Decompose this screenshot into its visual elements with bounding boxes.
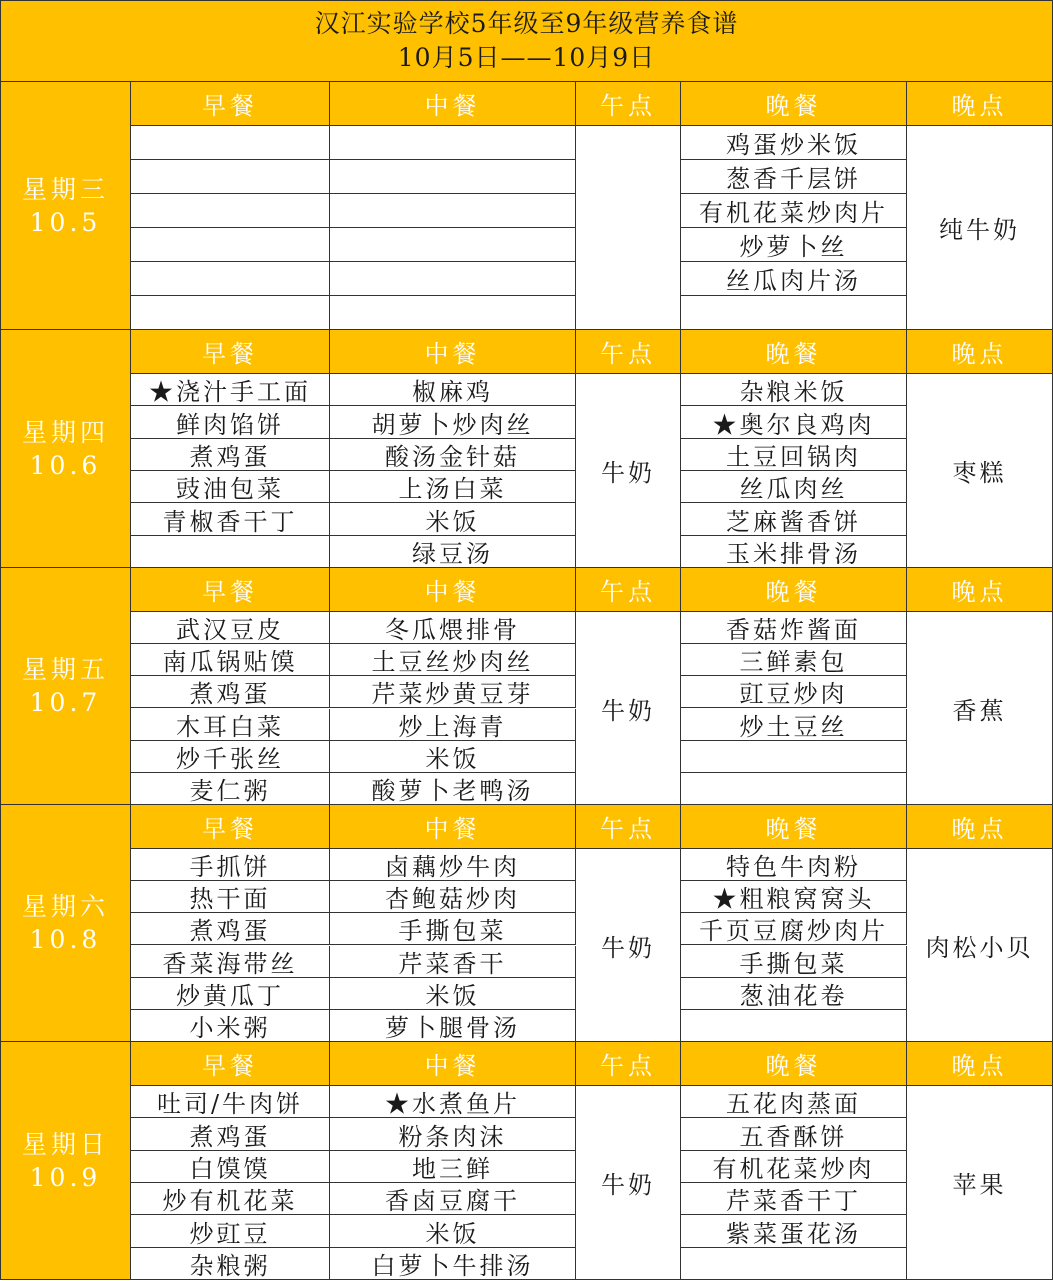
breakfast-item: 豉油包菜 xyxy=(131,471,330,503)
breakfast-item: 青椒香干丁 xyxy=(131,503,330,535)
header-snack: 午点 xyxy=(576,805,681,849)
header-snack: 午点 xyxy=(576,82,681,126)
lunch-item: 香卤豆腐干 xyxy=(330,1183,576,1215)
header-night-snack: 晚点 xyxy=(907,82,1053,126)
header-night-snack: 晚点 xyxy=(907,805,1053,849)
night-snack-cell: 肉松小贝 xyxy=(907,849,1053,1042)
lunch-item: 地三鲜 xyxy=(330,1151,576,1183)
lunch-item: 手撕包菜 xyxy=(330,913,576,945)
title-cell xyxy=(0,0,1053,82)
breakfast-item: 煮鸡蛋 xyxy=(131,913,330,945)
lunch-item: 米饭 xyxy=(330,741,576,773)
date-label: 10.5 xyxy=(29,207,102,237)
breakfast-item: 手抓饼 xyxy=(131,849,330,881)
header-breakfast: 早餐 xyxy=(131,82,330,126)
date-label: 10.8 xyxy=(29,925,102,954)
header-lunch: 中餐 xyxy=(330,82,576,126)
breakfast-item: 南瓜锅贴馍 xyxy=(131,644,330,676)
breakfast-item: 吐司/牛肉饼 xyxy=(131,1086,330,1118)
lunch-item: 冬瓜煨排骨 xyxy=(330,612,576,644)
header-snack: 午点 xyxy=(576,568,681,612)
lunch-item: 上汤白菜 xyxy=(330,471,576,503)
breakfast-item xyxy=(131,262,330,296)
dinner-item: 有机花菜炒肉片 xyxy=(681,194,907,228)
lunch-item: 粉条肉沫 xyxy=(330,1118,576,1150)
day-label xyxy=(0,82,131,330)
header-breakfast: 早餐 xyxy=(131,1042,330,1086)
header-lunch: 中餐 xyxy=(330,805,576,849)
breakfast-item: 杂粮粥 xyxy=(131,1248,330,1280)
lunch-item: 酸萝卜老鸭汤 xyxy=(330,773,576,805)
header-breakfast: 早餐 xyxy=(131,330,330,374)
breakfast-item: 武汉豆皮 xyxy=(131,612,330,644)
date-label: 10.7 xyxy=(29,688,102,717)
dinner-item xyxy=(681,773,907,805)
lunch-item: 芹菜炒黄豆芽 xyxy=(330,676,576,708)
snack-cell: 牛奶 xyxy=(576,1086,681,1280)
lunch-item xyxy=(330,160,576,194)
header-snack: 午点 xyxy=(576,1042,681,1086)
breakfast-item: 炒千张丝 xyxy=(131,741,330,773)
dinner-item: 玉米排骨汤 xyxy=(681,536,907,568)
dinner-item xyxy=(681,1248,907,1280)
breakfast-item: 白馍馍 xyxy=(131,1151,330,1183)
dinner-item: ★粗粮窝窝头 xyxy=(681,881,907,913)
breakfast-item: 麦仁粥 xyxy=(131,773,330,805)
dinner-item: 五花肉蒸面 xyxy=(681,1086,907,1118)
dinner-item: 葱油花卷 xyxy=(681,978,907,1010)
lunch-item: 米饭 xyxy=(330,503,576,535)
dinner-item: 炒萝卜丝 xyxy=(681,228,907,262)
dinner-item: 五香酥饼 xyxy=(681,1118,907,1150)
dinner-item: 芹菜香干丁 xyxy=(681,1183,907,1215)
date-label: 10.6 xyxy=(29,450,102,480)
header-dinner: 晚餐 xyxy=(681,330,907,374)
lunch-item: 酸汤金针菇 xyxy=(330,439,576,471)
dinner-item: 千页豆腐炒肉片 xyxy=(681,913,907,945)
lunch-item: 白萝卜牛排汤 xyxy=(330,1248,576,1280)
dinner-item: 丝瓜肉丝 xyxy=(681,471,907,503)
header-lunch: 中餐 xyxy=(330,568,576,612)
menu-title: 汉江实验学校5年级至9年级营养食谱 xyxy=(314,9,739,38)
dinner-item xyxy=(681,296,907,330)
lunch-item xyxy=(330,228,576,262)
lunch-item: 土豆丝炒肉丝 xyxy=(330,644,576,676)
header-dinner: 晚餐 xyxy=(681,568,907,612)
date-range: 10月5日——10月9日 xyxy=(397,43,656,72)
breakfast-item xyxy=(131,296,330,330)
breakfast-item: 小米粥 xyxy=(131,1010,330,1042)
day-label xyxy=(0,568,131,805)
dinner-item xyxy=(681,741,907,773)
snack-cell: 牛奶 xyxy=(576,849,681,1042)
header-lunch: 中餐 xyxy=(330,330,576,374)
dinner-item: 杂粮米饭 xyxy=(681,374,907,406)
weekday-label: 星期三 xyxy=(21,174,109,204)
breakfast-item: ★浇汁手工面 xyxy=(131,374,330,406)
lunch-item: 萝卜腿骨汤 xyxy=(330,1010,576,1042)
dinner-item: 鸡蛋炒米饭 xyxy=(681,126,907,160)
header-snack: 午点 xyxy=(576,330,681,374)
dinner-item: 炒土豆丝 xyxy=(681,709,907,741)
dinner-item: 豇豆炒肉 xyxy=(681,676,907,708)
lunch-item xyxy=(330,126,576,160)
dinner-item: ★奥尔良鸡肉 xyxy=(681,406,907,438)
header-dinner: 晚餐 xyxy=(681,82,907,126)
breakfast-item: 煮鸡蛋 xyxy=(131,676,330,708)
lunch-item: 绿豆汤 xyxy=(330,536,576,568)
breakfast-item: 炒黄瓜丁 xyxy=(131,978,330,1010)
breakfast-item xyxy=(131,194,330,228)
lunch-item: 杏鲍菇炒肉 xyxy=(330,881,576,913)
breakfast-item: 煮鸡蛋 xyxy=(131,1118,330,1150)
lunch-item xyxy=(330,262,576,296)
breakfast-item: 热干面 xyxy=(131,881,330,913)
header-breakfast: 早餐 xyxy=(131,568,330,612)
lunch-item: 卤藕炒牛肉 xyxy=(330,849,576,881)
night-snack-cell: 香蕉 xyxy=(907,612,1053,805)
dinner-item: 三鲜素包 xyxy=(681,644,907,676)
weekday-label: 星期六 xyxy=(21,892,109,921)
snack-cell xyxy=(576,126,681,330)
day-label xyxy=(0,330,131,568)
breakfast-item xyxy=(131,160,330,194)
header-lunch: 中餐 xyxy=(330,1042,576,1086)
weekday-label: 星期日 xyxy=(21,1129,109,1159)
lunch-item: ★水煮鱼片 xyxy=(330,1086,576,1118)
breakfast-item xyxy=(131,228,330,262)
breakfast-item: 香菜海带丝 xyxy=(131,946,330,978)
dinner-item: 土豆回锅肉 xyxy=(681,439,907,471)
lunch-item: 胡萝卜炒肉丝 xyxy=(330,406,576,438)
breakfast-item: 鲜肉馅饼 xyxy=(131,406,330,438)
breakfast-item: 木耳白菜 xyxy=(131,709,330,741)
breakfast-item: 炒豇豆 xyxy=(131,1215,330,1247)
header-night-snack: 晚点 xyxy=(907,330,1053,374)
day-label xyxy=(0,805,131,1042)
header-night-snack: 晚点 xyxy=(907,1042,1053,1086)
dinner-item: 有机花菜炒肉 xyxy=(681,1151,907,1183)
weekday-label: 星期五 xyxy=(21,655,109,684)
date-label: 10.9 xyxy=(29,1162,102,1192)
header-dinner: 晚餐 xyxy=(681,1042,907,1086)
dinner-item xyxy=(681,1010,907,1042)
night-snack-cell: 枣糕 xyxy=(907,374,1053,568)
dinner-item: 香菇炸酱面 xyxy=(681,612,907,644)
night-snack-cell: 苹果 xyxy=(907,1086,1053,1280)
dinner-item: 芝麻酱香饼 xyxy=(681,503,907,535)
snack-cell: 牛奶 xyxy=(576,374,681,568)
lunch-item xyxy=(330,296,576,330)
header-night-snack: 晚点 xyxy=(907,568,1053,612)
dinner-item: 手撕包菜 xyxy=(681,946,907,978)
breakfast-item xyxy=(131,126,330,160)
lunch-item: 米饭 xyxy=(330,1215,576,1247)
breakfast-item: 煮鸡蛋 xyxy=(131,439,330,471)
dinner-item: 葱香千层饼 xyxy=(681,160,907,194)
snack-cell: 牛奶 xyxy=(576,612,681,805)
lunch-item: 米饭 xyxy=(330,978,576,1010)
day-label xyxy=(0,1042,131,1280)
weekday-label: 星期四 xyxy=(21,417,109,447)
header-dinner: 晚餐 xyxy=(681,805,907,849)
dinner-item: 紫菜蛋花汤 xyxy=(681,1215,907,1247)
breakfast-item: 炒有机花菜 xyxy=(131,1183,330,1215)
header-breakfast: 早餐 xyxy=(131,805,330,849)
dinner-item: 丝瓜肉片汤 xyxy=(681,262,907,296)
night-snack-cell: 纯牛奶 xyxy=(907,126,1053,330)
lunch-item: 芹菜香干 xyxy=(330,946,576,978)
lunch-item xyxy=(330,194,576,228)
breakfast-item xyxy=(131,536,330,568)
dinner-item: 特色牛肉粉 xyxy=(681,849,907,881)
lunch-item: 炒上海青 xyxy=(330,709,576,741)
lunch-item: 椒麻鸡 xyxy=(330,374,576,406)
